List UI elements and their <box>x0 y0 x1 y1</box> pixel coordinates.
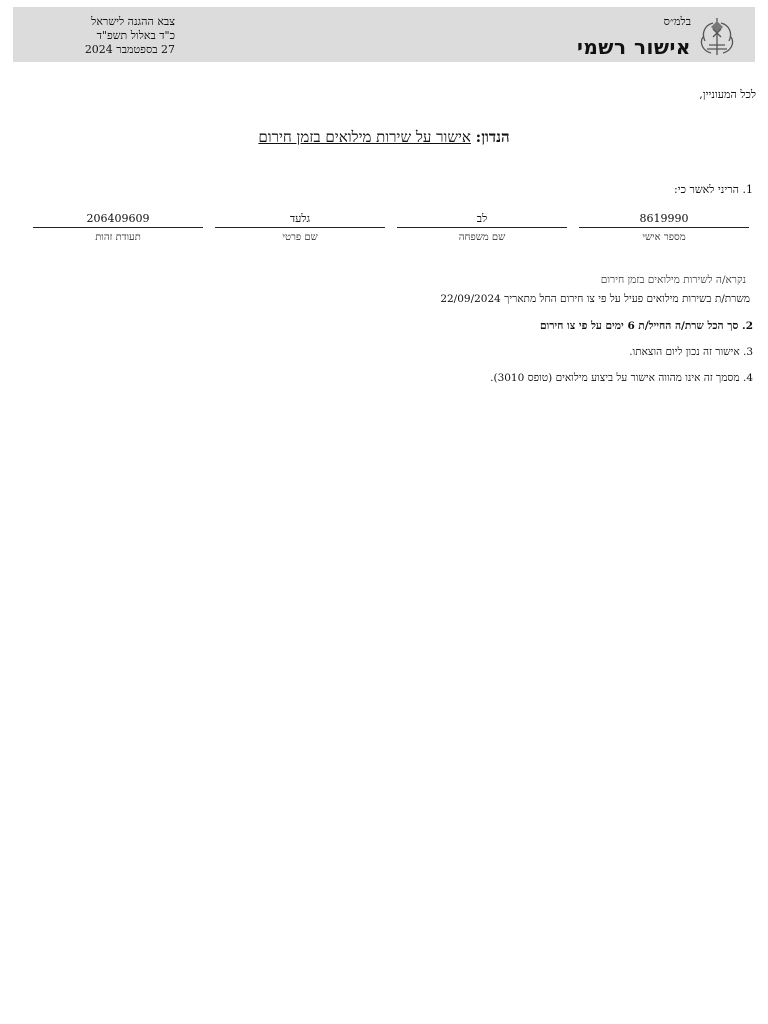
section-3: 3. אישור זה נכון ליום הוצאתו. <box>629 346 753 358</box>
section-4: 4. מסמך זה אינו מהווה אישור על ביצוע מילואים (טופס 3010). <box>490 372 753 384</box>
section-1-text: הריני לאשר כי: <box>674 183 739 196</box>
subject-text: אישור על שירות מילואים בזמן חירום <box>258 128 471 146</box>
section-2-text: 2. סך הכל שרת/ה החייל/ת 6 ימים על פי צו חירום <box>540 320 753 332</box>
classification-label: בלמ״ס <box>663 15 691 28</box>
org-name: צבא ההגנה לישראל <box>91 15 175 28</box>
subject-label: הנדון: <box>475 128 510 146</box>
field-value: לב <box>397 211 567 228</box>
field-caption: שם פרטי <box>282 232 318 243</box>
field-caption: מספר אישי <box>642 232 686 243</box>
field-last-name <box>397 211 567 243</box>
called-to-service-line: נקרא/ה לשירות מילואים בזמן חירום <box>600 274 746 286</box>
idf-emblem-icon <box>697 15 737 59</box>
header-title-block <box>577 15 737 59</box>
section-1-number: 1. <box>742 183 753 196</box>
field-first-name <box>215 211 385 243</box>
gregorian-date: 27 בספטמבר 2024 <box>84 43 175 56</box>
section-2 <box>540 320 753 332</box>
personal-details-fields <box>33 211 749 243</box>
field-personal-number <box>579 211 749 243</box>
section-1 <box>674 183 753 196</box>
field-value: 8619990 <box>579 211 749 228</box>
document-header <box>13 7 755 62</box>
subject-line <box>0 128 768 147</box>
active-service-line: משרת/ת בשירות מילואים פעיל על פי צו חירום החל מתאריך 22/09/2024 <box>440 293 750 305</box>
document-title: אישור רשמי <box>576 35 691 59</box>
field-caption: תעודת זהות <box>95 232 141 243</box>
hebrew-date: כ"ד באלול תשפ"ד <box>96 29 175 42</box>
header-titles <box>577 15 691 58</box>
field-value: 206409609 <box>33 211 203 228</box>
field-id-number <box>33 211 203 243</box>
salutation: לכל המעוניין, <box>699 88 756 101</box>
field-value: גלעד <box>215 211 385 228</box>
header-org-info <box>35 15 175 57</box>
field-caption: שם משפחה <box>458 232 506 243</box>
